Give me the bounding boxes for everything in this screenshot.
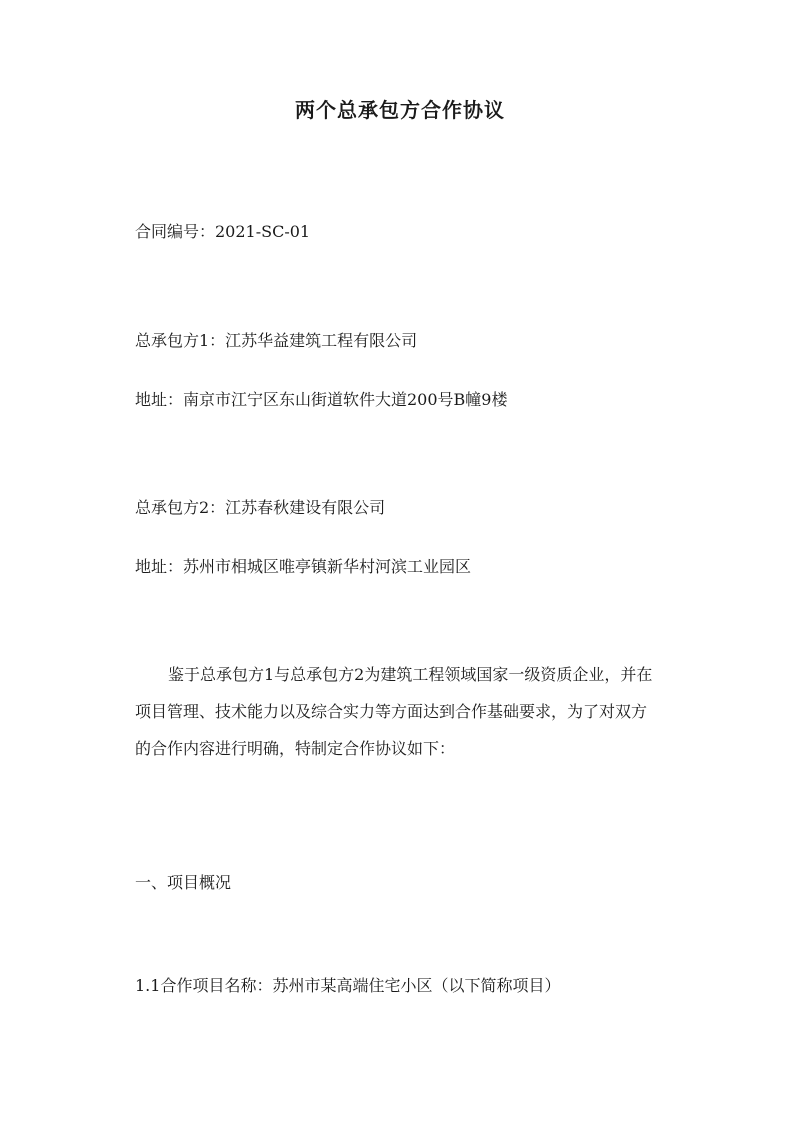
party2-address: 地址：苏州市相城区唯亭镇新华村河滨工业园区 (135, 557, 472, 576)
preamble-line-1: 鉴于总承包方1与总承包方2为建筑工程领域国家一级资质企业，并在 (168, 665, 653, 684)
preamble-line-2: 项目管理、技术能力以及综合实力等方面达到合作基础要求，为了对双方 (135, 702, 648, 721)
section1-item1: 1.1合作项目名称：苏州市某高端住宅小区（以下简称项目） (135, 976, 561, 995)
party1-address: 地址：南京市江宁区东山街道软件大道200号B幢9楼 (135, 390, 508, 409)
section1-heading: 一、项目概况 (135, 873, 232, 892)
document-title: 两个总承包方合作协议 (295, 98, 505, 122)
contract-number: 合同编号：2021-SC-01 (135, 222, 311, 241)
preamble-line-3: 的合作内容进行明确，特制定合作协议如下： (135, 739, 456, 758)
preamble-paragraph (135, 656, 750, 767)
party1-name: 总承包方1：江苏华益建筑工程有限公司 (135, 331, 418, 350)
party2-name: 总承包方2：江苏春秋建设有限公司 (135, 498, 386, 517)
